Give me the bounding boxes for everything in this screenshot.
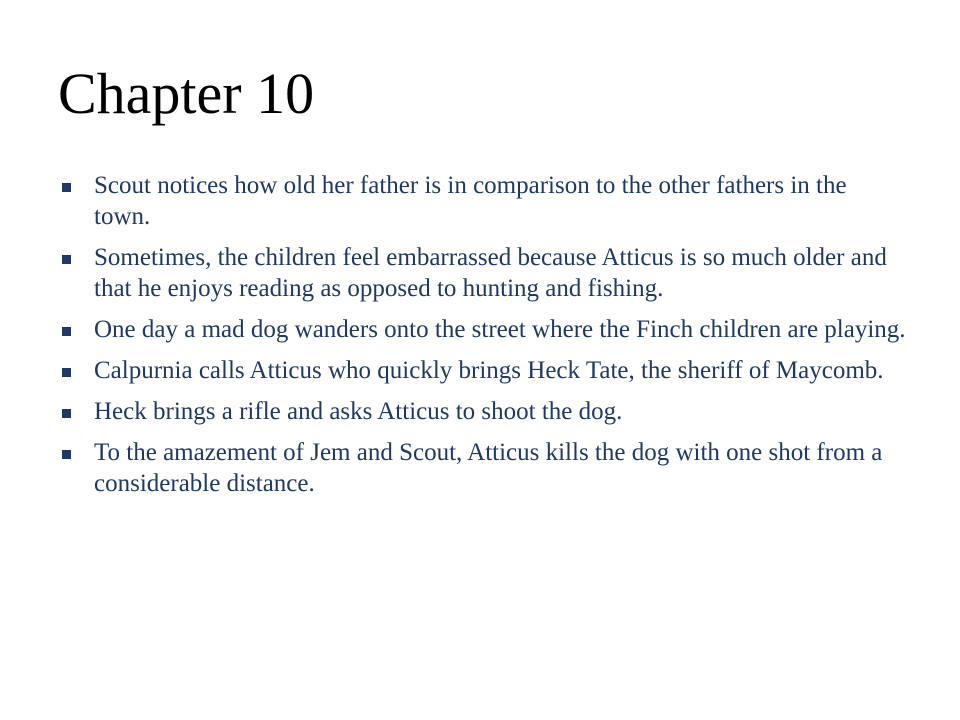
bullet-text: One day a mad dog wanders onto the street where the Finch children are playing. [94,316,906,343]
bullet-item [58,355,906,386]
bullet-text: Sometimes, the children feel embarrassed because Atticus is so much older and that he enjoys reading as opposed to hunting and fishing. [94,244,887,302]
bullet-item [58,242,906,304]
bullet-text: Calpurnia calls Atticus who quickly brings Heck Tate, the sheriff of Maycomb. [94,357,884,384]
bullet-item [58,170,906,232]
bullet-text: To the amazement of Jem and Scout, Atticus kills the dog with one shot from a considerable distance. [94,439,883,497]
slide-title: Chapter 10 [58,61,315,126]
bullet-marker [58,396,94,418]
bullet-item [58,314,906,345]
square-bullet-icon [62,368,71,377]
bullet-marker [58,170,94,192]
bullet-marker [58,355,94,377]
bullet-text: Heck brings a rifle and asks Atticus to shoot the dog. [94,398,623,425]
bullet-text: Scout notices how old her father is in comparison to the other fathers in the town. [94,172,847,230]
square-bullet-icon [62,255,71,264]
bullet-marker [58,314,94,336]
bullet-list [58,170,906,509]
bullet-item [58,396,906,427]
bullet-marker [58,242,94,264]
square-bullet-icon [62,327,71,336]
square-bullet-icon [62,450,71,459]
bullet-item [58,437,906,499]
square-bullet-icon [62,409,71,418]
bullet-marker [58,437,94,459]
square-bullet-icon [62,183,71,192]
